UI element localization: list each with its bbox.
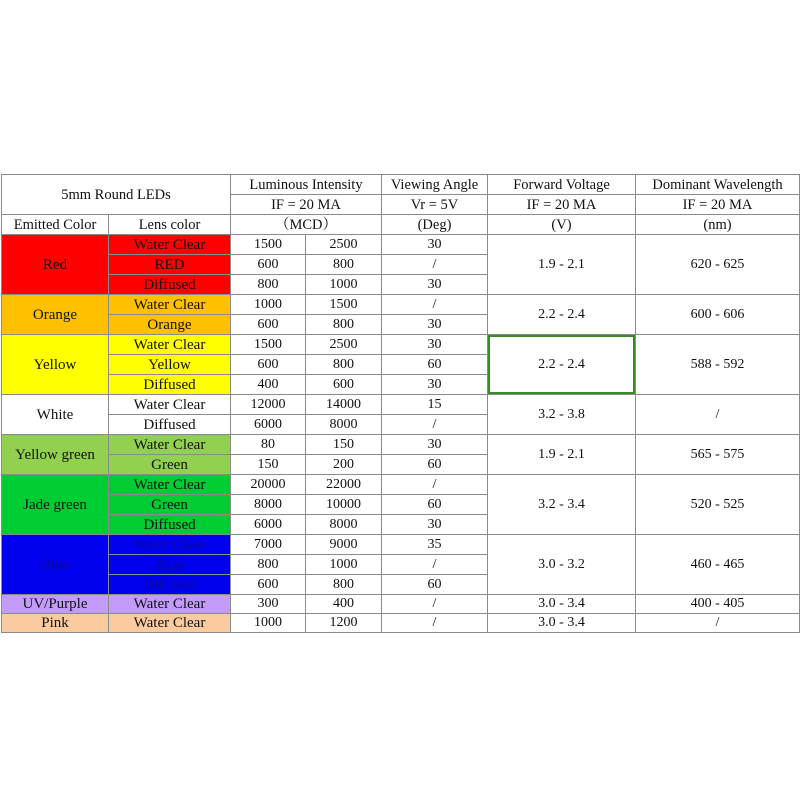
forward-voltage-cell: 1.9 - 2.1: [488, 235, 636, 295]
table-row: [2, 335, 800, 355]
lens-color-cell: Orange: [109, 315, 231, 335]
viewing-angle-cell: 30: [382, 235, 488, 255]
lens-color-header: Lens color: [109, 215, 231, 235]
luminous-min-cell: 20000: [231, 475, 306, 495]
emitted-color-cell: Pink: [2, 614, 109, 633]
forward-voltage-cell: 2.2 - 2.4: [488, 295, 636, 335]
led-spec-table: [1, 174, 800, 633]
luminous-max-cell: 1000: [306, 275, 382, 295]
viewing-angle-cell: 30: [382, 275, 488, 295]
viewing-angle-cell: 30: [382, 335, 488, 355]
forward-voltage-cell: 1.9 - 2.1: [488, 435, 636, 475]
forward-voltage-unit: (V): [488, 215, 636, 235]
viewing-condition: Vr = 5V: [382, 195, 488, 215]
luminous-max-cell: 400: [306, 595, 382, 614]
lens-color-cell: Diffused: [109, 375, 231, 395]
viewing-angle-cell: /: [382, 475, 488, 495]
luminous-max-cell: 800: [306, 355, 382, 375]
luminous-max-cell: 8000: [306, 415, 382, 435]
viewing-angle-cell: /: [382, 555, 488, 575]
table-row: [2, 235, 800, 255]
luminous-min-cell: 6000: [231, 415, 306, 435]
luminous-min-cell: 600: [231, 355, 306, 375]
luminous-min-cell: 600: [231, 255, 306, 275]
dominant-wavelength-cell: /: [636, 395, 800, 435]
dominant-wavelength-cell: 588 - 592: [636, 335, 800, 395]
table-row: [2, 295, 800, 315]
luminous-max-cell: 800: [306, 575, 382, 595]
luminous-max-cell: 22000: [306, 475, 382, 495]
viewing-angle-cell: /: [382, 295, 488, 315]
forward-voltage-cell: 3.0 - 3.4: [488, 595, 636, 614]
luminous-min-cell: 600: [231, 575, 306, 595]
luminous-max-cell: 150: [306, 435, 382, 455]
luminous-min-cell: 6000: [231, 515, 306, 535]
dominant-wavelength-cell: 565 - 575: [636, 435, 800, 475]
dominant-wavelength-cell: /: [636, 614, 800, 633]
table-title: 5mm Round LEDs: [2, 175, 231, 215]
forward-voltage-cell: 2.2 - 2.4: [488, 335, 636, 395]
luminous-min-cell: 800: [231, 275, 306, 295]
viewing-angle-cell: /: [382, 415, 488, 435]
lens-color-cell: Green: [109, 455, 231, 475]
luminous-max-cell: 8000: [306, 515, 382, 535]
emitted-color-cell: Red: [2, 235, 109, 295]
lens-color-cell: Diffused: [109, 575, 231, 595]
lens-color-cell: Water Clear: [109, 395, 231, 415]
table-row: [2, 535, 800, 555]
viewing-angle-cell: 35: [382, 535, 488, 555]
luminous-min-cell: 12000: [231, 395, 306, 415]
dominant-wavelength-cell: 400 - 405: [636, 595, 800, 614]
emitted-color-cell: Jade green: [2, 475, 109, 535]
viewing-angle-cell: 60: [382, 495, 488, 515]
forward-voltage-cell: 3.2 - 3.8: [488, 395, 636, 435]
lens-color-cell: Water Clear: [109, 614, 231, 633]
luminous-max-cell: 1500: [306, 295, 382, 315]
luminous-max-cell: 2500: [306, 335, 382, 355]
luminous-max-cell: 14000: [306, 395, 382, 415]
lens-color-cell: Water Clear: [109, 595, 231, 614]
emitted-color-cell: Yellow: [2, 335, 109, 395]
emitted-color-cell: White: [2, 395, 109, 435]
viewing-angle-cell: /: [382, 614, 488, 633]
viewing-angle-cell: /: [382, 255, 488, 275]
lens-color-cell: Green: [109, 495, 231, 515]
lens-color-cell: Water Clear: [109, 435, 231, 455]
emitted-color-cell: Orange: [2, 295, 109, 335]
luminous-min-cell: 8000: [231, 495, 306, 515]
luminous-min-cell: 1000: [231, 295, 306, 315]
luminous-max-cell: 600: [306, 375, 382, 395]
dominant-wavelength-cell: 600 - 606: [636, 295, 800, 335]
viewing-angle-cell: 30: [382, 315, 488, 335]
viewing-angle-cell: 60: [382, 575, 488, 595]
luminous-condition: IF = 20 MA: [231, 195, 382, 215]
forward-voltage-cell: 3.0 - 3.2: [488, 535, 636, 595]
emitted-color-cell: Yellow green: [2, 435, 109, 475]
luminous-min-cell: 1500: [231, 235, 306, 255]
viewing-angle-cell: 30: [382, 375, 488, 395]
luminous-max-cell: 200: [306, 455, 382, 475]
lens-color-cell: Water Clear: [109, 535, 231, 555]
luminous-min-cell: 400: [231, 375, 306, 395]
luminous-max-cell: 10000: [306, 495, 382, 515]
lens-color-cell: Diffused: [109, 275, 231, 295]
luminous-min-cell: 1500: [231, 335, 306, 355]
table-row: [2, 435, 800, 455]
luminous-max-cell: 1000: [306, 555, 382, 575]
lens-color-cell: Yellow: [109, 355, 231, 375]
emitted-color-cell: Blue: [2, 535, 109, 595]
forward-voltage-header: Forward Voltage: [488, 175, 636, 195]
forward-voltage-cell: 3.0 - 3.4: [488, 614, 636, 633]
lens-color-cell: Water Clear: [109, 475, 231, 495]
lens-color-cell: RED: [109, 255, 231, 275]
luminous-max-cell: 800: [306, 255, 382, 275]
dominant-wavelength-cell: 520 - 525: [636, 475, 800, 535]
viewing-angle-cell: 60: [382, 455, 488, 475]
luminous-min-cell: 7000: [231, 535, 306, 555]
lens-color-cell: Water Clear: [109, 295, 231, 315]
lens-color-cell: Water Clear: [109, 335, 231, 355]
table-row: [2, 595, 800, 614]
viewing-angle-cell: 60: [382, 355, 488, 375]
viewing-angle-cell: 15: [382, 395, 488, 415]
luminous-max-cell: 9000: [306, 535, 382, 555]
luminous-min-cell: 600: [231, 315, 306, 335]
viewing-angle-cell: 30: [382, 515, 488, 535]
table-row: [2, 395, 800, 415]
lens-color-cell: Blue: [109, 555, 231, 575]
viewing-angle-cell: 30: [382, 435, 488, 455]
forward-voltage-condition: IF = 20 MA: [488, 195, 636, 215]
luminous-min-cell: 150: [231, 455, 306, 475]
luminous-max-cell: 800: [306, 315, 382, 335]
dominant-wavelength-cell: 460 - 465: [636, 535, 800, 595]
luminous-min-cell: 1000: [231, 614, 306, 633]
viewing-unit: (Deg): [382, 215, 488, 235]
emitted-color-cell: UV/Purple: [2, 595, 109, 614]
luminous-max-cell: 2500: [306, 235, 382, 255]
luminous-min-cell: 80: [231, 435, 306, 455]
dominant-wavelength-cell: 620 - 625: [636, 235, 800, 295]
viewing-angle-cell: /: [382, 595, 488, 614]
table-row: [2, 475, 800, 495]
wavelength-condition: IF = 20 MA: [636, 195, 800, 215]
forward-voltage-cell: 3.2 - 3.4: [488, 475, 636, 535]
luminous-max-cell: 1200: [306, 614, 382, 633]
emitted-color-header: Emitted Color: [2, 215, 109, 235]
lens-color-cell: Diffused: [109, 415, 231, 435]
luminous-intensity-header: Luminous Intensity: [231, 175, 382, 195]
wavelength-unit: (nm): [636, 215, 800, 235]
luminous-min-cell: 800: [231, 555, 306, 575]
lens-color-cell: Water Clear: [109, 235, 231, 255]
viewing-angle-header: Viewing Angle: [382, 175, 488, 195]
lens-color-cell: Diffused: [109, 515, 231, 535]
luminous-min-cell: 300: [231, 595, 306, 614]
dominant-wavelength-header: Dominant Wavelength: [636, 175, 800, 195]
table-row: [2, 614, 800, 633]
luminous-unit: （MCD）: [231, 215, 382, 235]
